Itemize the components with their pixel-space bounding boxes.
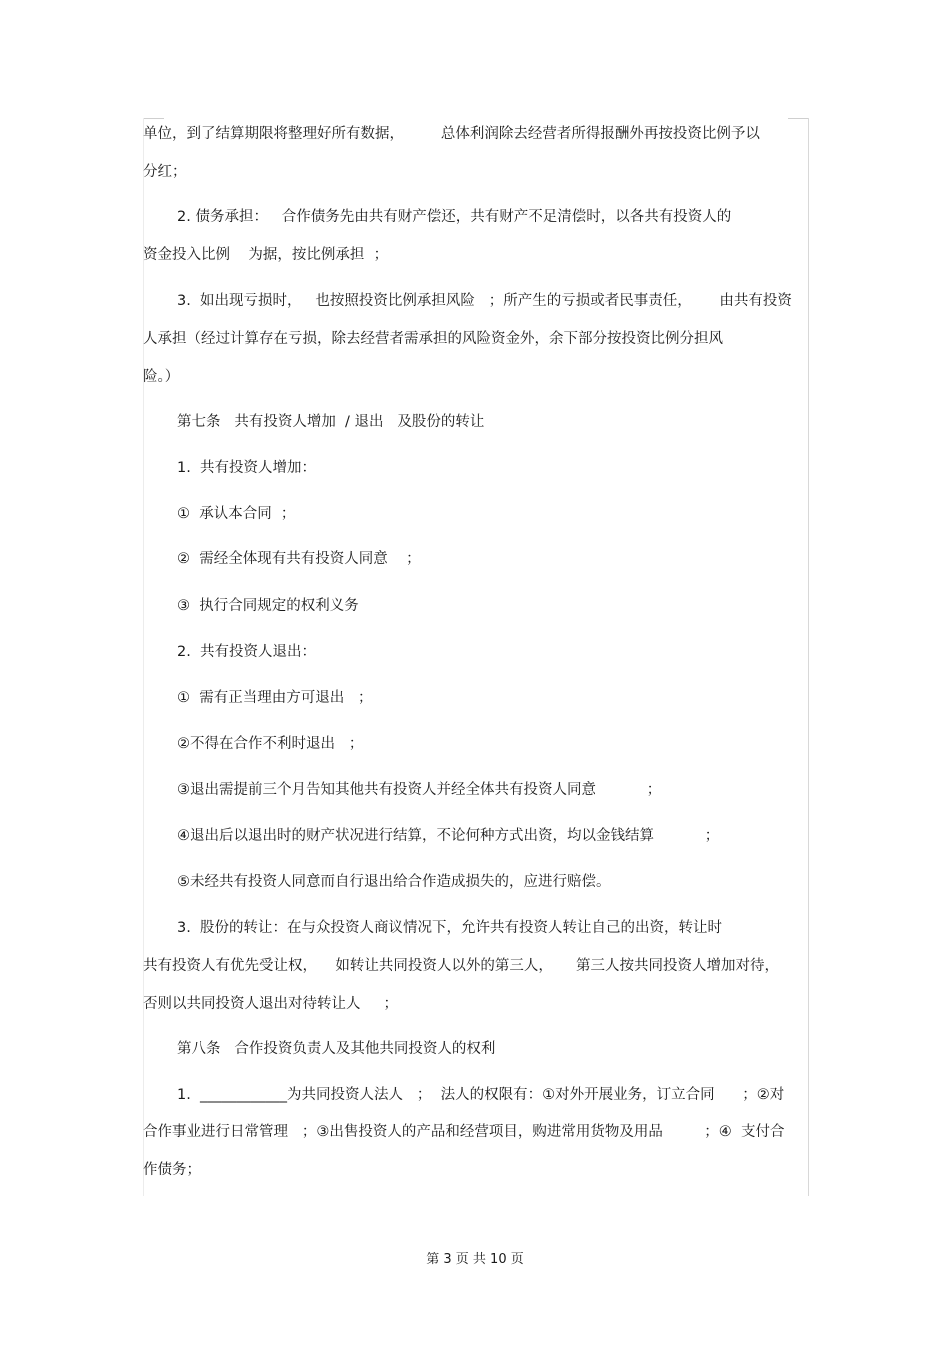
list-item: ③退出需提前三个月告知其他共有投资人并经全体共有投资人同意 ； bbox=[177, 782, 662, 798]
text-line: 2. 债务承担： 合作债务先由共有财产偿还，共有财产不足清偿时，以各共有投资人的 bbox=[177, 209, 732, 225]
text-line: 否则以共同投资人退出对待转让人 ； bbox=[143, 996, 399, 1012]
text-line: 分红； bbox=[143, 164, 187, 180]
list-item: ⑤未经共有投资人同意而自行退出给合作造成损失的，应进行赔偿。 bbox=[177, 874, 611, 890]
text-line: 险。） bbox=[143, 369, 180, 385]
list-item: ① 承认本合同 ； bbox=[177, 506, 296, 522]
text-line: 3. 如出现亏损时， 也按照投资比例承担风险 ；所产生的亏损或者民事责任， 由共有投资 bbox=[177, 293, 792, 309]
text-line: 人承担（经过计算存在亏损，除去经营者需承担的风险资金外，余下部分按投资比例分担风 bbox=[143, 331, 723, 347]
page-number: 第 3 页 共 10 页 bbox=[426, 1252, 524, 1267]
list-item: ② 需经全体现有共有投资人同意 ； bbox=[177, 551, 421, 567]
list-item: ① 需有正当理由方可退出 ； bbox=[177, 690, 373, 706]
text-line: 单位，到了结算期限将整理好所有数据， 总体利润除去经营者所得报酬外再按投资比例予以 bbox=[143, 126, 760, 142]
list-item: ④退出后以退出时的财产状况进行结算，不论何种方式出资，均以金钱结算 ； bbox=[177, 828, 720, 844]
section-heading: 第七条 共有投资人增加 / 退出 及股份的转让 bbox=[177, 414, 485, 430]
list-item: ②不得在合作不利时退出 ； bbox=[177, 736, 364, 752]
text-line: 资金投入比例 为据，按比例承担 ； bbox=[143, 247, 389, 263]
text-line: 合作事业进行日常管理 ；③出售投资人的产品和经营项目，购进常用货物及用品 ；④ 支付合 bbox=[143, 1124, 785, 1140]
list-item: ③ 执行合同规定的权利义务 bbox=[177, 598, 359, 614]
text-line: 1. ____________为共同投资人法人 ； 法人的权限有：①对外开展业务，订立合同 ；②对 bbox=[177, 1087, 785, 1103]
text-line: 共有投资人有优先受让权， 如转让共同投资人以外的第三人， 第三人按共同投资人增加对待， bbox=[143, 958, 779, 974]
text-line: 1. 共有投资人增加： bbox=[177, 460, 317, 476]
text-line: 2. 共有投资人退出： bbox=[177, 644, 317, 660]
text-line: 3. 股份的转让：在与众投资人商议情况下，允许共有投资人转让自己的出资，转让时 bbox=[177, 920, 723, 936]
text-line: 作债务； bbox=[143, 1162, 201, 1178]
section-heading: 第八条 合作投资负责人及其他共同投资人的权利 bbox=[177, 1041, 496, 1057]
